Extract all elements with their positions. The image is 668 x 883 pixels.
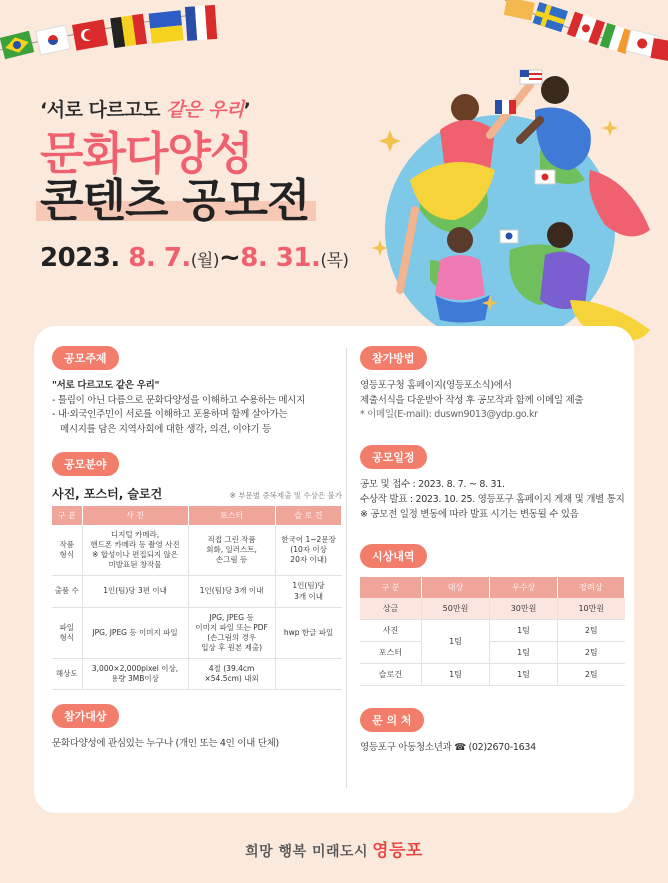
table-cell: 30만원 [490,598,558,620]
prize-tag: 시상내역 [360,544,427,568]
table-row [360,620,625,642]
table-cell: JPG, JPEG 등 이미지 파일 [82,607,188,659]
table-cell: 1팀 [490,664,558,686]
flag-ukraine-icon [149,10,184,43]
date-start: 8. 7. [128,242,191,273]
table-cell: 1팀 [490,642,558,664]
date-tilde: ~ [218,242,241,273]
schedule-line3: ※ 공모전 일정 변동에 따라 발표 시기는 변동될 수 있음 [360,508,579,520]
method-tag: 참가방법 [360,346,427,370]
field-col-header: 슬 로 건 [275,506,341,525]
flag-france-small-icon [495,100,516,114]
table-cell: 50만원 [421,598,489,620]
field-col-header: 구 분 [52,506,82,525]
table-cell: 3,000×2,000pixel 이상, 용량 3MB이상 [82,659,188,690]
target-text: 문화다양성에 관심있는 누구나 (개인 또는 4인 이내 단체) [52,738,279,750]
field-col-header: 사 진 [82,506,188,525]
table-cell: 2팀 [558,642,625,664]
footer-slogan: 희망 행복 미래도시 [245,844,369,860]
table-cell: 1팀 [490,620,558,642]
theme-line3: - 내·외국인주민이 서로를 이해하고 포용하며 함께 살아가는 [52,409,288,421]
method-section [360,346,625,423]
target-section [52,704,342,752]
contact-text: 영등포구 아동청소년과 ☎ (02)2670-1634 [360,742,536,754]
table-row [360,642,625,664]
table-cell: 사진 [360,620,421,642]
hero-subtitle [40,95,400,122]
field-tag: 공모분야 [52,452,119,476]
method-email: * 이메일(E-mail): duswn9013@ydp.go.kr [360,409,538,421]
flag-stripe-icon [504,0,535,21]
schedule-text [360,478,625,522]
prize-col-header: 우수상 [490,577,558,598]
info-card [34,326,634,813]
table-cell: 파일 형식 [52,607,82,659]
table-cell: 출품 수 [52,576,82,607]
method-line1: 영등포구청 홈페이지(영등포소식)에서 [360,380,512,391]
table-cell: 1팀 [421,664,489,686]
field-section [52,452,342,691]
prize-table [360,577,625,686]
table-cell: 1인(팀)당 3개 이내 [275,576,341,607]
contact-section [360,708,625,756]
flag-korea-icon [36,25,70,55]
title-line1: 문화다양성 [40,127,253,180]
table-row [360,598,625,620]
date-start-day: (월) [190,250,219,271]
date-end: 8. 31. [240,242,321,273]
table-row [52,607,342,659]
field-col-header: 포스터 [188,506,275,525]
table-cell: 1인(팀)당 3편 이내 [82,576,188,607]
prize-col-header: 대상 [421,577,489,598]
theme-line4: 메시지를 담은 지역사회에 대한 생각, 의견, 이야기 등 [60,424,271,436]
schedule-section [360,445,625,522]
contest-dates [40,243,400,273]
method-line2: 제출서식을 다운받아 작성 후 공모작과 함께 이메일 제출 [360,394,584,406]
prize-col-header: 장려상 [558,577,625,598]
table-cell: hwp 한글 파일 [275,607,341,659]
globe-people-illustration [350,60,668,360]
subtitle-post: ’ [243,99,251,121]
left-column [52,346,342,766]
right-column [360,346,625,770]
flag-canada-icon [567,12,605,45]
table-row [52,659,342,690]
prize-col-header: 구 분 [360,577,421,598]
field-table [52,506,342,691]
target-tag: 참가대상 [52,704,119,728]
flag-korea-small-icon [500,230,518,243]
title-line2: 콘텐츠 공모전 [40,174,310,228]
prize-table-header-row [360,577,625,598]
subtitle-pre: ‘서로 다르고도 [40,99,167,121]
table-cell: 1팀 [421,620,489,664]
field-heading: 사진, 포스터, 슬로건 [52,486,163,501]
field-header [52,485,342,502]
table-row [360,664,625,686]
flag-japan-small-icon [535,170,555,184]
schedule-tag: 공모일정 [360,445,427,469]
table-cell: 4절 (39.4cm ×54.5cm) 내외 [188,659,275,690]
table-cell [275,659,341,690]
footer-logo [0,836,668,861]
flag-sweden-icon [533,2,568,32]
prize-section [360,544,625,686]
flag-brazil-icon [0,31,34,60]
subtitle-accent: 같은 우리 [166,99,244,121]
table-cell: 2팀 [558,620,625,642]
contact-tag: 문 의 처 [360,708,424,732]
table-cell: 작품 형식 [52,525,82,576]
table-cell: 포스터 [360,642,421,664]
footer-brand: 영등포 [372,841,423,861]
table-row [52,576,342,607]
table-cell: 해상도 [52,659,82,690]
table-cell: 10만원 [558,598,625,620]
flag-france-icon [185,5,217,41]
table-cell: 한국어 1~2문장 (10자 이상 20자 이내) [275,525,341,576]
table-cell: 슬로건 [360,664,421,686]
table-cell: 1인(팀)당 3개 이내 [188,576,275,607]
table-cell: JPG, JPEG 등 이미지 파일 또는 PDF (손그림의 경우 입상 후 원본 제출) [188,607,275,659]
schedule-line1: 공모 및 접수 : 2023. 8. 7. ~ 8. 31. [360,479,505,491]
method-text [360,379,625,423]
flag-usa-small-icon [520,70,542,84]
schedule-line2: 수상작 발표 : 2023. 10. 25. 영등포구 홈페이지 게재 및 개별 통지 [360,493,625,505]
flag-turkey-icon [72,19,108,50]
table-cell: 상금 [360,598,421,620]
hero-section [40,95,400,273]
field-note: ※ 부문별 중복제출 및 수상은 불가 [229,490,342,500]
theme-section [52,346,342,438]
table-row [52,525,342,576]
table-cell: 디지털 카메라, 핸드폰 카메라 등 촬영 사진 ※ 합성이나 편집되지 않은 미발표된 창작물 [82,525,188,576]
theme-text [52,379,342,438]
theme-line2: - 틀림이 아닌 다름으로 문화다양성을 이해하고 수용하는 메시지 [52,394,305,406]
theme-line1: "서로 다르고도 같은 우리" [52,380,160,391]
flag-belgium-icon [110,14,147,48]
date-year: 2023. [40,242,129,273]
column-divider [346,348,347,788]
theme-tag: 공모주제 [52,346,119,370]
field-table-header-row [52,506,342,525]
table-cell: 2팀 [558,664,625,686]
table-cell: 직접 그린 작품 회화, 일러스트, 손그림 등 [188,525,275,576]
date-end-day: (목) [320,250,349,271]
